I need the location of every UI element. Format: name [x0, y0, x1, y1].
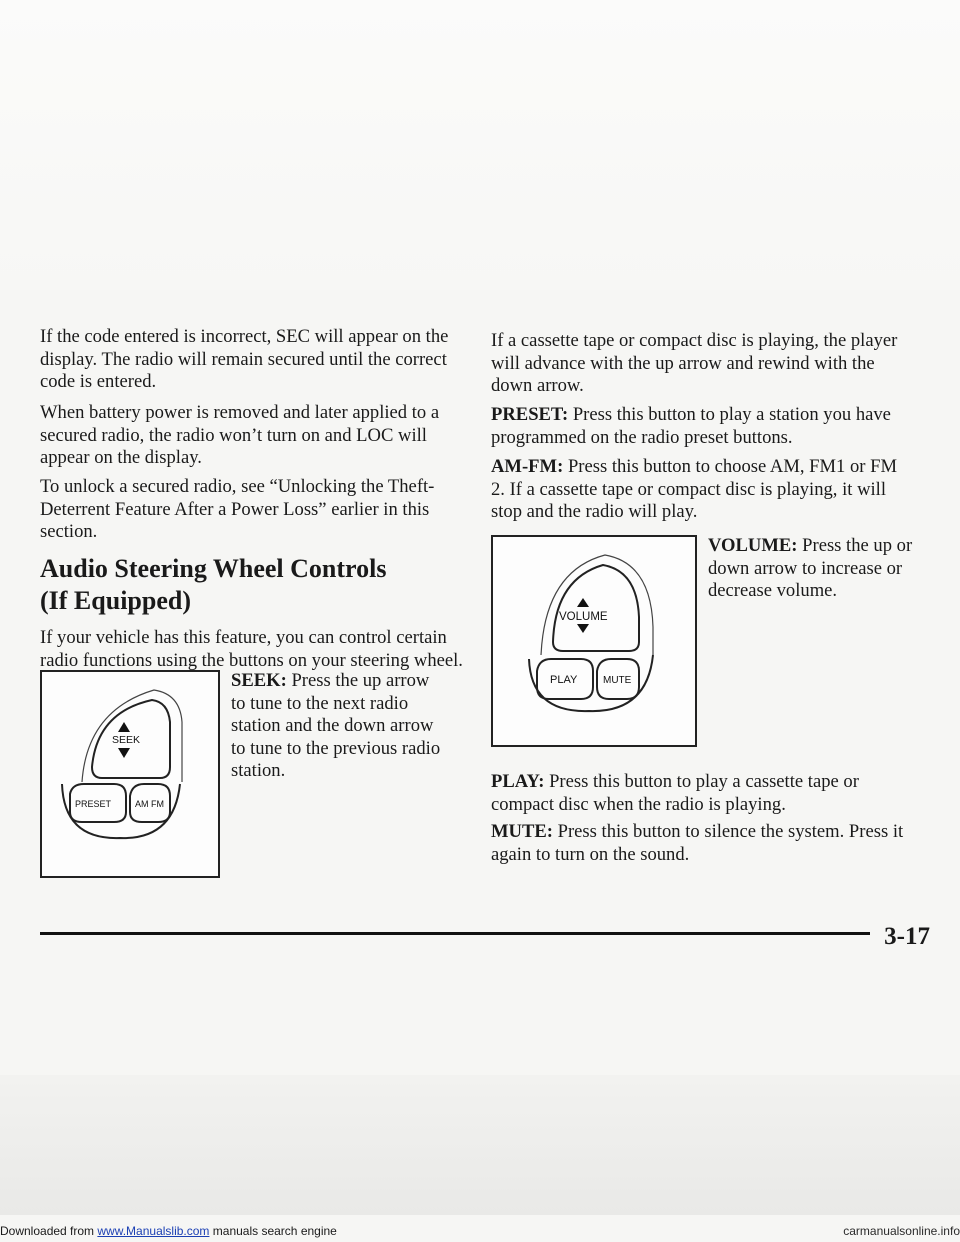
volume-text: Press the up or down arrow to increase or decrease volume.: [708, 535, 913, 601]
seek-controls-figure: [40, 670, 220, 878]
section-heading-line2: (If Equipped): [40, 586, 191, 615]
amfm-term: AM-FM:: [491, 456, 564, 477]
page-bottom-margin: [0, 1075, 960, 1215]
mute-text: Press this button to silence the system. Press it again to turn on the sound.: [491, 821, 904, 865]
amfm-description: [491, 456, 911, 524]
download-footer: [0, 1220, 960, 1242]
seek-term: SEEK:: [231, 670, 287, 691]
seek-label: SEEK: [112, 734, 141, 746]
seek-description: [231, 670, 446, 783]
paragraph-battery-power: When battery power is removed and later applied to a secured radio, the radio won’t turn on and LOC will appear on the display.: [40, 402, 440, 468]
section-heading-line1: Audio Steering Wheel Controls: [40, 554, 387, 583]
down-arrow-icon: [118, 748, 130, 758]
seek-controls-illustration: [42, 672, 218, 876]
paragraph-steering-intro: If your vehicle has this feature, you can control certain radio functions using the buttons on your steering wheel.: [40, 627, 463, 671]
manualslib-link[interactable]: www.Manualslib.com: [97, 1224, 210, 1238]
button-cluster-outline: [62, 784, 180, 838]
amfm-label: AM FM: [135, 799, 164, 809]
footer-watermark: carmanualsonline.info: [843, 1224, 960, 1238]
volume-term: VOLUME:: [708, 535, 798, 556]
footer-suffix: manuals search engine: [209, 1224, 337, 1238]
play-text: Press this button to play a cassette tape or compact disc when the radio is playing.: [491, 771, 859, 815]
footer-left: [0, 1220, 337, 1242]
volume-description: [708, 535, 918, 603]
switch-bezel-outline: [541, 555, 653, 655]
paragraph-unlock-radio: To unlock a secured radio, see “Unlocking the Theft-Deterrent Feature After a Power Loss” earlier in this section.: [40, 476, 435, 542]
mute-term: MUTE:: [491, 821, 553, 842]
play-description: [491, 771, 911, 816]
paragraph-incorrect-code: If the code entered is incorrect, SEC will appear on the display. The radio will remain secured until the correct code is entered.: [40, 326, 449, 392]
up-arrow-icon: [577, 598, 589, 607]
amfm-text: Press this button to choose AM, FM1 or FM 2. If a cassette tape or compact disc is playing, it will stop and the radio will play.: [491, 456, 897, 522]
volume-controls-figure: [491, 535, 697, 747]
mute-label: MUTE: [603, 675, 632, 686]
volume-controls-illustration: [493, 537, 695, 745]
seek-text: Press the up arrow to tune to the next radio station and the down arrow to tune to the previous radio station.: [231, 670, 441, 781]
paragraph-cassette-advance: If a cassette tape or compact disc is playing, the player will advance with the up arrow and rewind with the down arrow.: [491, 330, 898, 396]
preset-text: Press this button to play a station you have programmed on the radio preset buttons.: [491, 404, 891, 448]
down-arrow-icon: [577, 624, 589, 633]
up-arrow-icon: [118, 722, 130, 732]
footer-rule: [40, 932, 870, 935]
volume-label: VOLUME: [559, 611, 608, 623]
page-number: 3-17: [884, 923, 930, 950]
preset-label: PRESET: [75, 799, 112, 809]
preset-description: [491, 404, 911, 449]
play-label: PLAY: [550, 674, 578, 686]
mute-description: [491, 821, 911, 866]
page-top-margin: [0, 0, 960, 290]
preset-term: PRESET:: [491, 404, 569, 425]
play-term: PLAY:: [491, 771, 545, 792]
footer-prefix: Downloaded from: [0, 1224, 98, 1238]
